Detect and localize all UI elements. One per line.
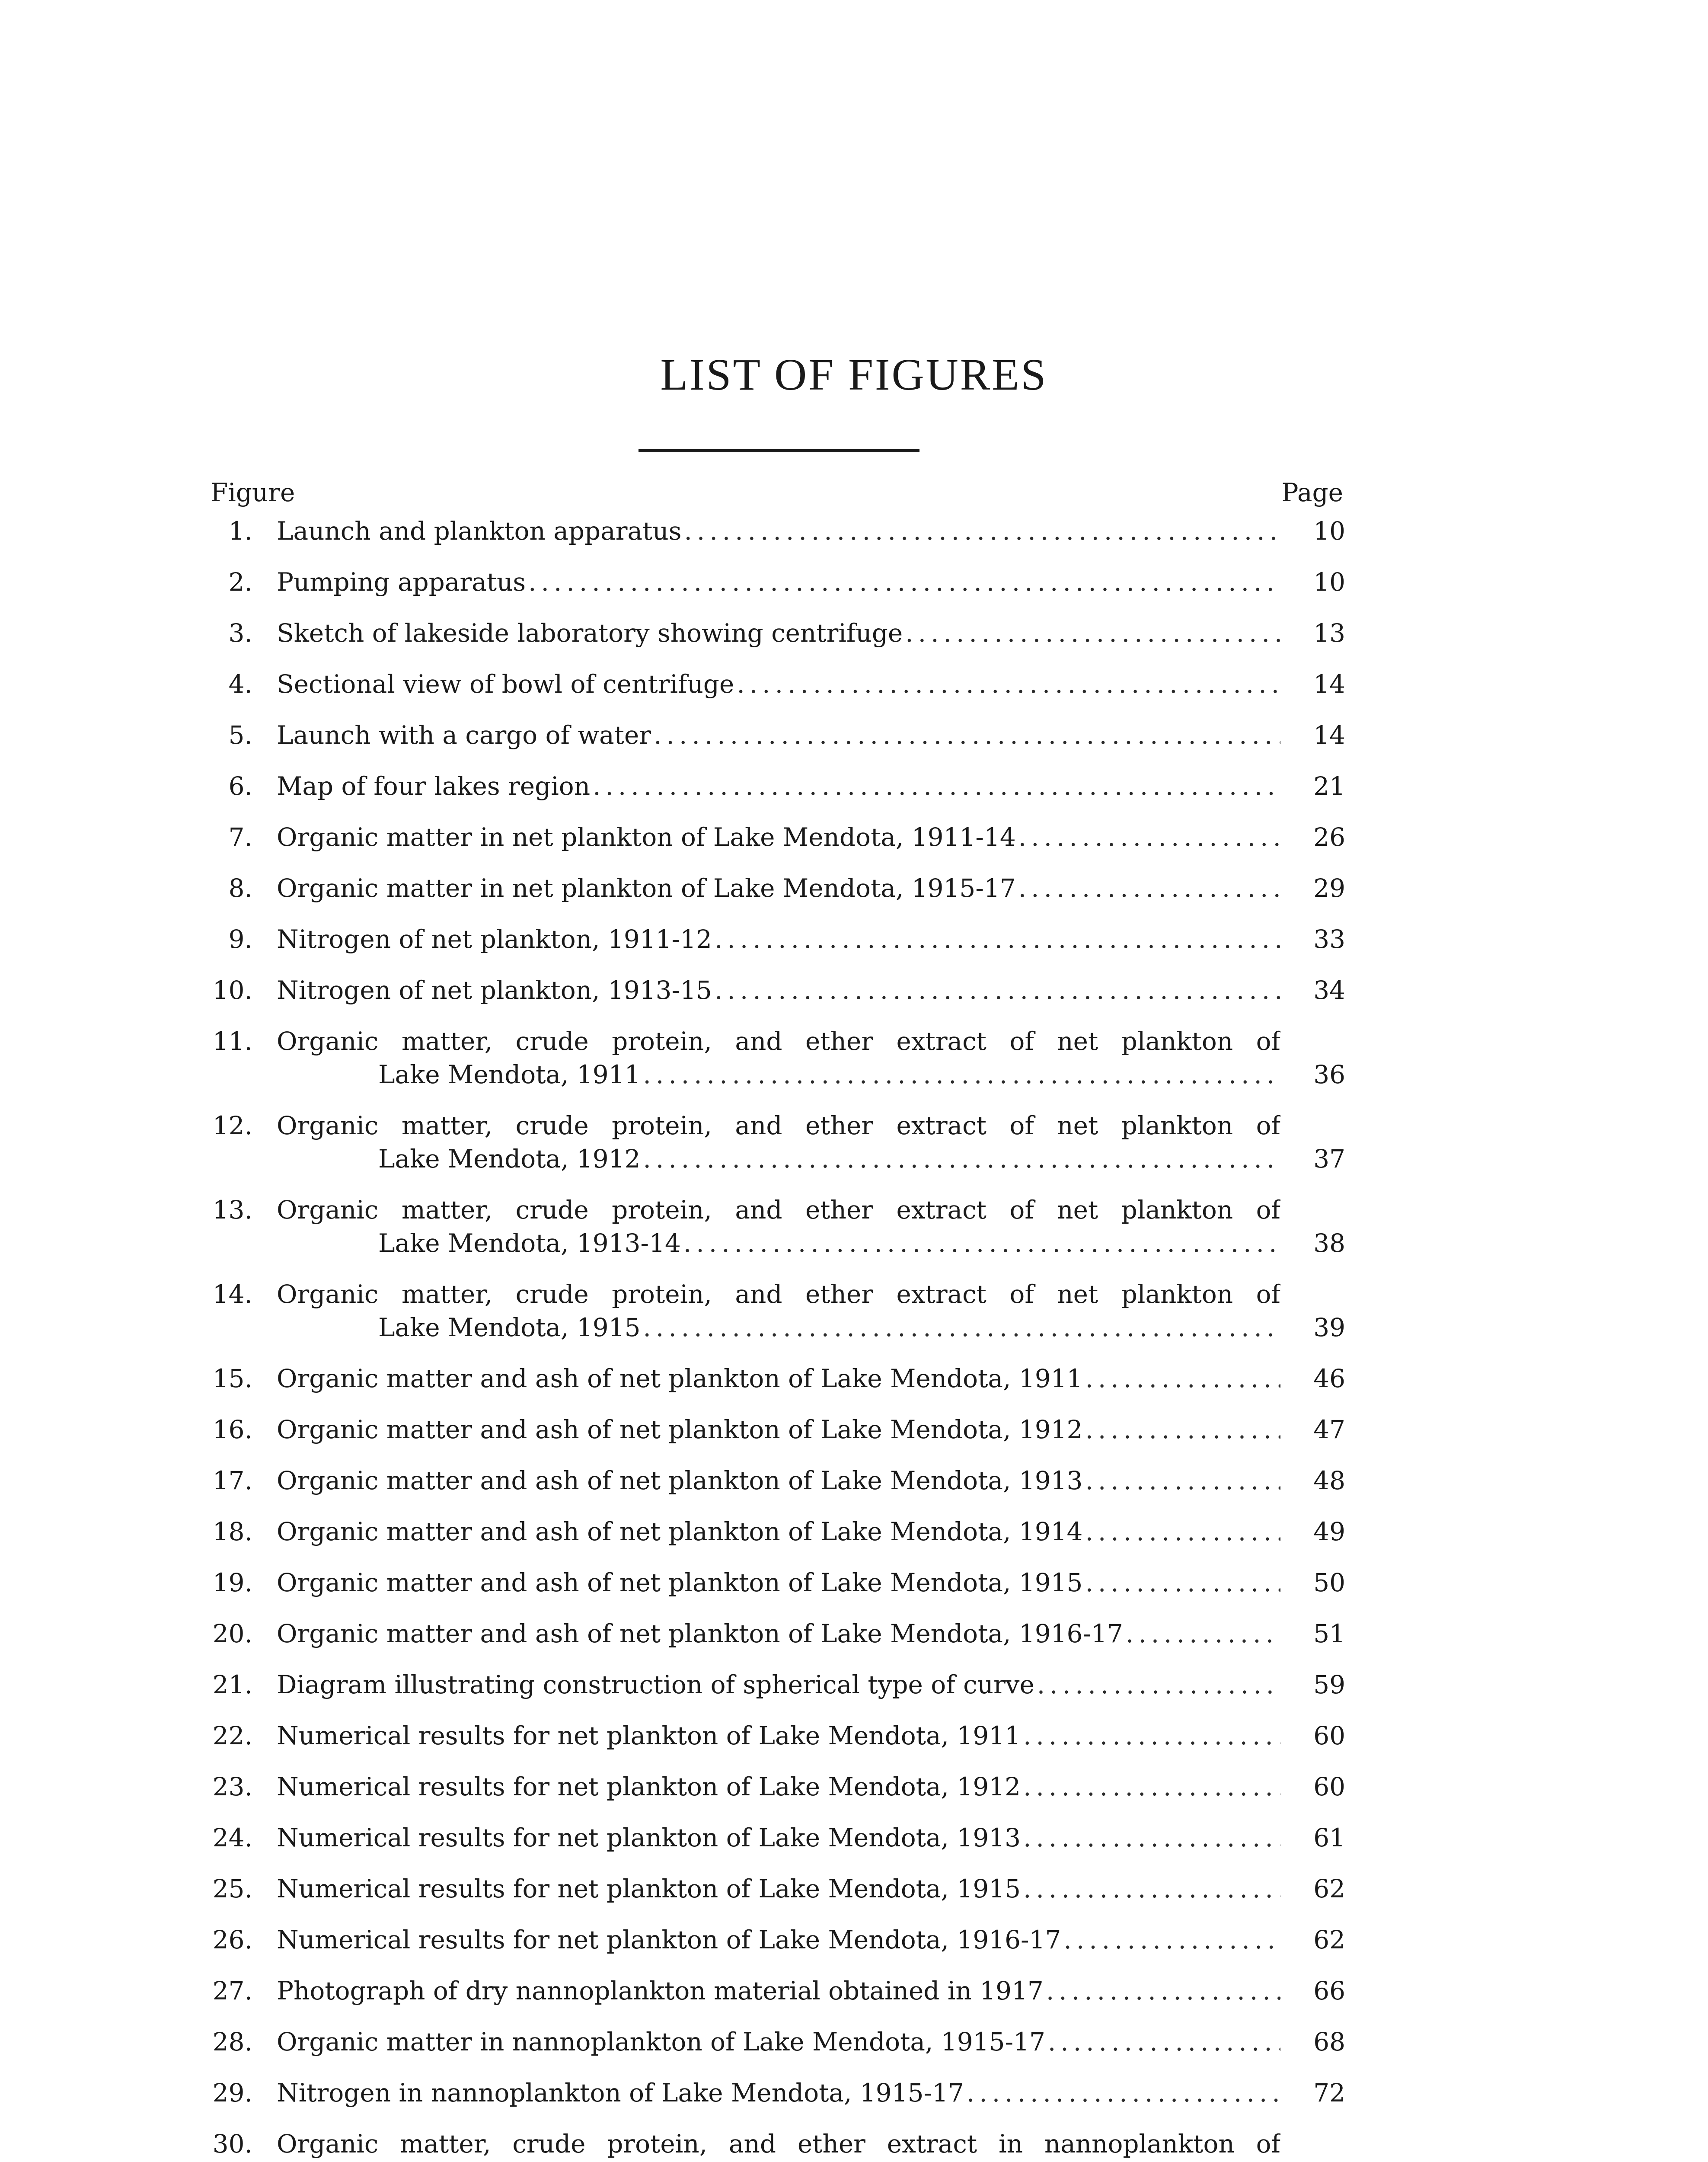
caption-line: Organic matter, crude protein, and ether extract of net plankton of	[277, 1111, 1280, 1140]
figure-caption	[277, 1515, 1280, 1548]
dot-leader	[1016, 821, 1280, 854]
figure-number: 27.	[212, 1976, 252, 2005]
figure-number: 4.	[228, 669, 252, 699]
figure-caption	[277, 1362, 1280, 1395]
caption-leader-line	[277, 1142, 1280, 1176]
figure-caption	[277, 770, 1280, 803]
figure-number: 21.	[212, 1670, 252, 1699]
caption-line: Sectional view of bowl of centrifuge	[277, 669, 734, 699]
figure-entry	[204, 515, 1345, 548]
caption-line: Organic matter and ash of net plankton of Lake Mendota, 1916-17	[277, 1619, 1123, 1648]
figure-number: 7.	[228, 822, 252, 852]
figure-entry	[204, 1668, 1345, 1701]
figure-entry	[204, 2076, 1345, 2110]
figure-caption	[277, 923, 1280, 956]
caption-leader-line	[277, 566, 1280, 599]
dot-leader	[1021, 1872, 1280, 1906]
caption-leader-line	[277, 719, 1280, 752]
caption-leader-line	[277, 1413, 1280, 1446]
page-number: 38	[1313, 1228, 1345, 1258]
caption-leader-line	[277, 1872, 1280, 1906]
dot-leader	[1021, 1770, 1280, 1804]
figure-number: 2.	[228, 567, 252, 597]
dot-leader	[1061, 1923, 1280, 1957]
caption-line: Map of four lakes region	[277, 771, 591, 801]
figure-number: 19.	[212, 1568, 252, 1597]
dot-leader	[640, 1311, 1280, 1344]
figure-caption	[277, 1193, 1280, 1260]
caption-leader-line	[277, 1617, 1280, 1650]
caption-leader-line	[277, 515, 1280, 548]
figure-number: 25.	[212, 1874, 252, 1903]
caption-line: Diagram illustrating construction of spherical type of curve	[277, 1670, 1034, 1699]
figure-number: 3.	[228, 618, 252, 648]
caption-line: Numerical results for net plankton of Lake Mendota, 1916-17	[277, 1925, 1061, 1954]
figure-number: 5.	[228, 720, 252, 750]
figure-entry	[204, 617, 1345, 650]
caption-line: Lake Mendota, 1912	[378, 1144, 641, 1174]
figure-entry	[204, 872, 1345, 905]
figure-number: 22.	[212, 1721, 252, 1750]
page-number: 49	[1313, 1517, 1345, 1546]
dot-leader	[1082, 1566, 1280, 1599]
page-number: 60	[1313, 1721, 1345, 1750]
dot-leader	[1034, 1668, 1280, 1701]
page-number: 62	[1313, 1925, 1345, 1954]
dot-leader	[734, 668, 1280, 701]
caption-line: Organic matter and ash of net plankton of Lake Mendota, 1914	[277, 1517, 1083, 1546]
figure-number: 18.	[212, 1517, 252, 1546]
page-number: 37	[1313, 1144, 1345, 1174]
dot-leader	[712, 974, 1280, 1007]
dot-leader	[1082, 1362, 1280, 1395]
figure-number: 14.	[212, 1279, 252, 1309]
figure-number: 1.	[228, 516, 252, 546]
caption-line: Organic matter in net plankton of Lake Mendota, 1915-17	[277, 873, 1016, 903]
figure-caption	[277, 1923, 1280, 1957]
caption-leader-line	[277, 1668, 1280, 1701]
figure-entry	[204, 1770, 1345, 1804]
figure-number: 17.	[212, 1466, 252, 1495]
caption-leader-line	[277, 1311, 1280, 1344]
caption-line: Organic matter and ash of net plankton of Lake Mendota, 1915	[277, 1568, 1083, 1597]
page-number: 72	[1313, 2078, 1345, 2108]
caption-leader-line	[277, 1227, 1280, 1260]
caption-leader-line	[277, 1515, 1280, 1548]
dot-leader	[1044, 1974, 1280, 2008]
figure-entry	[204, 1719, 1345, 1753]
figure-caption	[277, 2127, 1280, 2162]
figure-caption	[277, 1413, 1280, 1446]
page-number: 36	[1313, 1060, 1345, 1089]
page-number: 60	[1313, 1772, 1345, 1801]
page-number: 59	[1313, 1670, 1345, 1699]
caption-line: Organic matter in net plankton of Lake Mendota, 1911-14	[277, 822, 1016, 852]
page-column-header: Page	[1281, 478, 1343, 507]
caption-line: Nitrogen of net plankton, 1911-12	[277, 924, 712, 954]
figure-entry	[204, 770, 1345, 803]
caption-line: Organic matter, crude protein, and ether extract of net plankton of	[277, 1279, 1280, 1309]
dot-leader	[1021, 1719, 1280, 1753]
dot-leader	[1123, 1617, 1280, 1650]
figure-number: 29.	[212, 2078, 252, 2108]
caption-line: Organic matter in nannoplankton of Lake Mendota, 1915-17	[277, 2027, 1045, 2056]
figure-number: 11.	[212, 1027, 252, 1056]
page-number: 21	[1313, 771, 1345, 801]
figure-number: 30.	[212, 2129, 252, 2159]
page-number: 66	[1313, 1976, 1345, 2005]
dot-leader	[682, 515, 1281, 548]
page-number: 62	[1313, 1874, 1345, 1903]
figure-number: 23.	[212, 1772, 252, 1801]
figure-caption	[277, 1566, 1280, 1599]
page-number: 10	[1313, 567, 1345, 597]
caption-leader-line	[277, 1362, 1280, 1395]
figure-number: 15.	[212, 1364, 252, 1393]
figure-entry	[204, 1872, 1345, 1906]
figure-caption	[277, 1821, 1280, 1855]
dot-leader	[1045, 2025, 1280, 2059]
caption-leader-line	[277, 1770, 1280, 1804]
figure-entry	[204, 1193, 1345, 1260]
figure-number: 16.	[212, 1415, 252, 1444]
page-number: 14	[1313, 669, 1345, 699]
figure-entry	[204, 1278, 1345, 1344]
caption-leader-line	[277, 1821, 1280, 1855]
figure-number: 10.	[212, 975, 252, 1005]
dot-leader	[1016, 872, 1280, 905]
dot-leader	[1021, 1821, 1280, 1855]
title-underline	[639, 449, 919, 452]
caption-line: Sketch of lakeside laboratory showing centrifuge	[277, 618, 903, 648]
caption-line: Organic matter, crude protein, and ether extract of net plankton of	[277, 1027, 1280, 1056]
figure-caption	[277, 1668, 1280, 1701]
caption-line: Organic matter and ash of net plankton of Lake Mendota, 1912	[277, 1415, 1083, 1444]
caption-line: Nitrogen of net plankton, 1913-15	[277, 975, 712, 1005]
dot-leader	[903, 617, 1280, 650]
caption-leader-line	[277, 1464, 1280, 1497]
caption-line: Launch with a cargo of water	[277, 720, 651, 750]
caption-line: Numerical results for net plankton of Lake Mendota, 1911	[277, 1721, 1021, 1750]
dot-leader	[964, 2076, 1280, 2110]
caption-leader-line	[277, 770, 1280, 803]
caption-line: Organic matter, crude protein, and ether extract of net plankton of	[277, 1195, 1280, 1225]
figure-entry	[204, 821, 1345, 854]
caption-line: Lake Mendota, 1915	[378, 1313, 641, 1342]
caption-line: Organic matter, crude protein, and ether extract in nannoplankton of	[277, 2129, 1280, 2159]
figure-caption	[277, 2025, 1280, 2059]
caption-leader-line	[277, 974, 1280, 1007]
caption-line: Nitrogen in nannoplankton of Lake Mendota, 1915-17	[277, 2078, 964, 2108]
page-number: 29	[1313, 873, 1345, 903]
figure-number: 9.	[228, 924, 252, 954]
figure-caption	[277, 515, 1280, 548]
figure-entry	[204, 719, 1345, 752]
caption-leader-line	[277, 1719, 1280, 1753]
page-number: 46	[1313, 1364, 1345, 1393]
figure-entry	[204, 1362, 1345, 1395]
figure-caption	[277, 719, 1280, 752]
figure-caption	[277, 1617, 1280, 1650]
figure-number: 24.	[212, 1823, 252, 1852]
caption-leader-line	[277, 1566, 1280, 1599]
dot-leader	[590, 770, 1280, 803]
figure-entry	[204, 1025, 1345, 1091]
page-number: 10	[1313, 516, 1345, 546]
dot-leader	[1082, 1515, 1280, 1548]
figure-entry	[204, 1923, 1345, 1957]
figure-entry	[204, 1821, 1345, 1855]
figure-entry	[204, 923, 1345, 956]
caption-leader-line	[277, 617, 1280, 650]
page-number: 48	[1313, 1466, 1345, 1495]
caption-line: Lake Mendota, 1911	[378, 1060, 641, 1089]
dot-leader	[526, 566, 1280, 599]
caption-leader-line	[277, 2076, 1280, 2110]
figure-caption	[277, 1974, 1280, 2008]
figure-number: 20.	[212, 1619, 252, 1648]
page-number: 68	[1313, 2027, 1345, 2056]
caption-line: Organic matter and ash of net plankton of Lake Mendota, 1911	[277, 1364, 1083, 1393]
page-number: 34	[1313, 975, 1345, 1005]
caption-line: Numerical results for net plankton of Lake Mendota, 1915	[277, 1874, 1021, 1903]
figure-entry	[204, 1566, 1345, 1599]
dot-leader	[1082, 1464, 1280, 1497]
figure-caption	[277, 1025, 1280, 1091]
figure-entry	[204, 566, 1345, 599]
figure-entry	[204, 2127, 1345, 2162]
figure-entry	[204, 668, 1345, 701]
dot-leader	[640, 1142, 1280, 1176]
page-number: 39	[1313, 1313, 1345, 1342]
figure-caption	[277, 821, 1280, 854]
figure-entry	[204, 1109, 1345, 1176]
figure-column-header: Figure	[211, 478, 295, 507]
figure-caption	[277, 1770, 1280, 1804]
figure-caption	[277, 1278, 1280, 1344]
figure-number: 26.	[212, 1925, 252, 1954]
caption-leader-line	[277, 1058, 1280, 1091]
dot-leader	[1082, 1413, 1280, 1446]
caption-line: Pumping apparatus	[277, 567, 526, 597]
figure-caption	[277, 974, 1280, 1007]
figure-entry	[204, 1974, 1345, 2008]
figure-entry	[204, 1464, 1345, 1497]
figure-caption	[277, 1872, 1280, 1906]
caption-leader-line	[277, 923, 1280, 956]
caption-leader-line	[277, 821, 1280, 854]
page-number: 51	[1313, 1619, 1345, 1648]
caption-leader-line	[277, 668, 1280, 701]
caption-line: Numerical results for net plankton of Lake Mendota, 1913	[277, 1823, 1021, 1852]
page-number: 61	[1313, 1823, 1345, 1852]
page-title: LIST OF FIGURES	[660, 350, 1048, 400]
figure-number: 6.	[228, 771, 252, 801]
dot-leader	[712, 923, 1280, 956]
figure-number: 8.	[228, 873, 252, 903]
figure-caption	[277, 617, 1280, 650]
caption-line: Photograph of dry nannoplankton material obtained in 1917	[277, 1976, 1044, 2005]
page-number: 50	[1313, 1568, 1345, 1597]
figure-caption	[277, 1464, 1280, 1497]
figure-caption	[277, 872, 1280, 905]
caption-line: Numerical results for net plankton of Lake Mendota, 1912	[277, 1772, 1021, 1801]
figure-entry	[204, 1515, 1345, 1548]
caption-leader-line	[277, 1923, 1280, 1957]
figure-caption	[277, 566, 1280, 599]
caption-leader-line	[277, 872, 1280, 905]
caption-line: Launch and plankton apparatus	[277, 516, 682, 546]
figure-entry	[204, 974, 1345, 1007]
figure-entry	[204, 2025, 1345, 2059]
figure-caption	[277, 668, 1280, 701]
figure-entry	[204, 1617, 1345, 1650]
caption-leader-line	[277, 2025, 1280, 2059]
figure-caption	[277, 2076, 1280, 2110]
caption-line: Lake Mendota, 1913-14	[378, 1228, 681, 1258]
figure-number: 12.	[212, 1111, 252, 1140]
page-number: 26	[1313, 822, 1345, 852]
dot-leader	[681, 1227, 1280, 1260]
figure-entry	[204, 1413, 1345, 1446]
figure-list	[204, 515, 1345, 2162]
page-number: 14	[1313, 720, 1345, 750]
page-number: 47	[1313, 1415, 1345, 1444]
caption-leader-line	[277, 1974, 1280, 2008]
figure-number: 13.	[212, 1195, 252, 1225]
dot-leader	[651, 719, 1280, 752]
page-number: 13	[1313, 618, 1345, 648]
dot-leader	[640, 1058, 1280, 1091]
figure-caption	[277, 1719, 1280, 1753]
figure-number: 28.	[212, 2027, 252, 2056]
figure-caption	[277, 1109, 1280, 1176]
caption-line: Organic matter and ash of net plankton of Lake Mendota, 1913	[277, 1466, 1083, 1495]
page-number: 33	[1313, 924, 1345, 954]
